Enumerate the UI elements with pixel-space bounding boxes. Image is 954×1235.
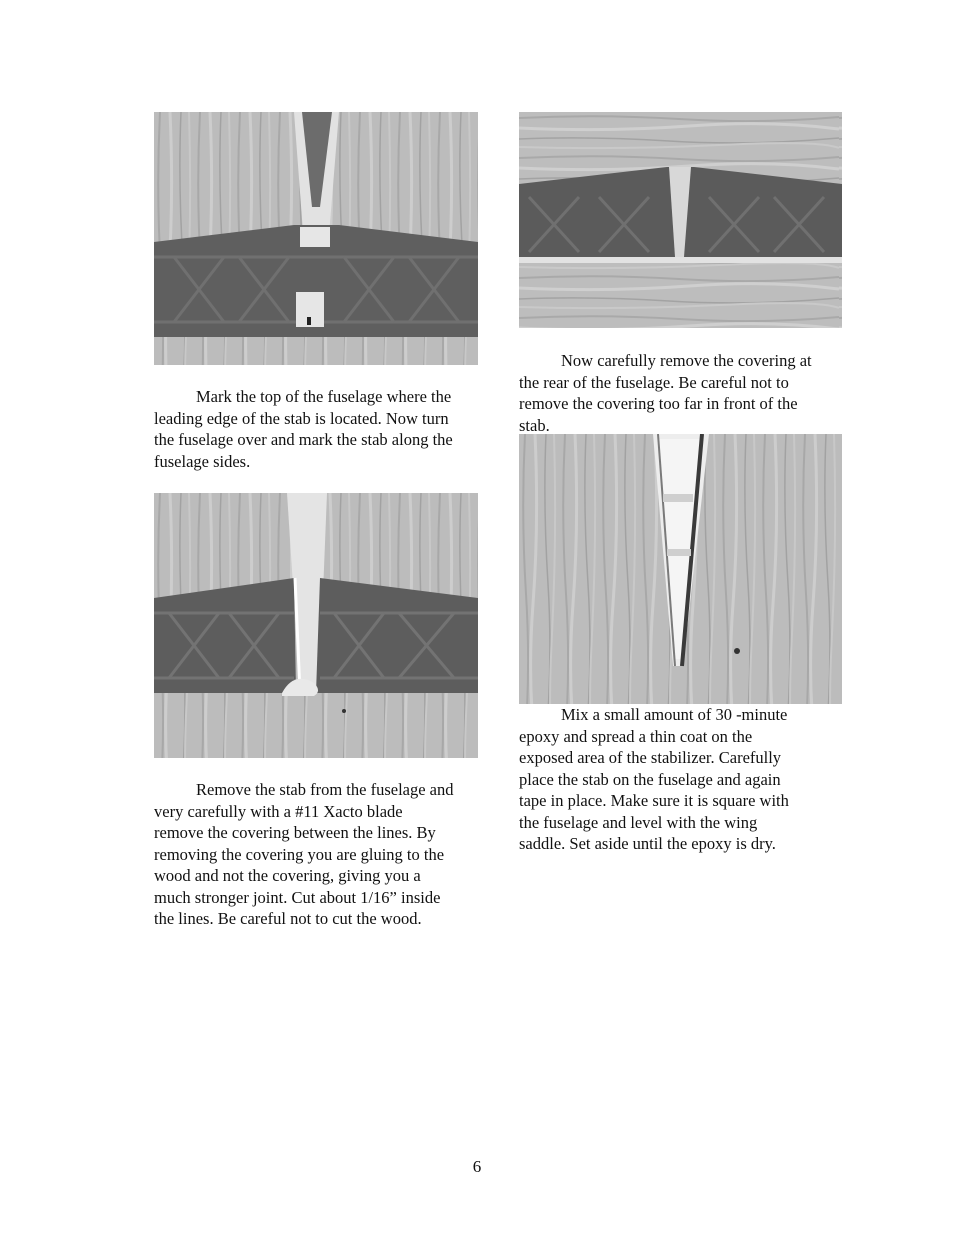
step-3-text: Now carefully remove the covering at the rear of the fuselage. Be careful not to remove the covering too far in front of the stab.	[519, 351, 812, 435]
step-1-text: Mark the top of the fuselage where the leading edge of the stab is located. Now turn the fuselage over and mark the stab along the fuselage sides.	[154, 387, 453, 471]
page-number: 6	[472, 1157, 482, 1176]
step-2-text: Remove the stab from the fuselage and very carefully with a #11 Xacto blade remove the covering between the lines. By removing the covering you are gluing to the wood and not the covering, giving you a much stronger joint. Cut about 1/16” inside the lines. Be careful not to cut the wood.	[154, 780, 454, 928]
photo-step-3	[519, 112, 842, 328]
photo-step-2	[154, 493, 478, 758]
step-4-text: Mix a small amount of 30 -minute epoxy and spread a thin coat on the exposed area of the stabilizer. Carefully place the stab on the fuselage and again tape in place. Make sure it is square with the fuselage and level with the wing saddle. Set aside until the epoxy is dry.	[519, 705, 789, 853]
photo-step-4	[519, 434, 842, 704]
photo-step-1	[154, 112, 478, 365]
